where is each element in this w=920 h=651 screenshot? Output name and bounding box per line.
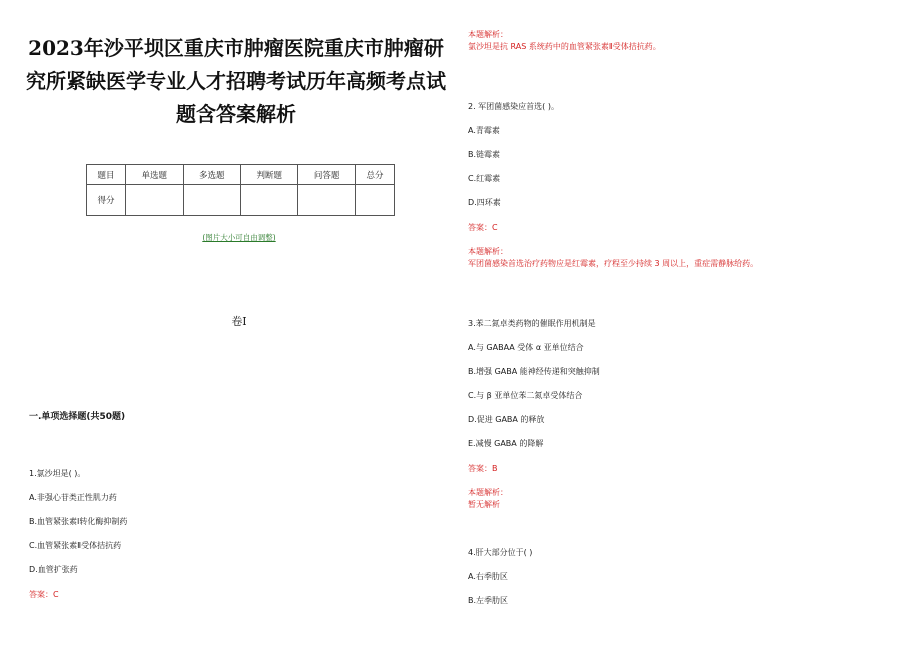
- question-2-answer: 答案：C: [468, 223, 498, 232]
- section-heading: 一.单项选择题(共50题): [29, 412, 126, 422]
- question-2-option: B.链霉素: [468, 150, 501, 159]
- question-1-stem: 1.氯沙坦是( )。: [29, 469, 86, 478]
- question-1-analysis: 氯沙坦是抗 RAS 系统药中的血管紧张素Ⅱ受体拮抗药。: [468, 42, 661, 51]
- score-header-cell: 多选题: [183, 165, 240, 185]
- question-4-option: B.左季肋区: [468, 596, 509, 605]
- document-title: 2023年沙平坝区重庆市肿瘤医院重庆市肿瘤研究所紧缺医学专业人才招聘考试历年高频考点试题含答案解析: [26, 36, 446, 126]
- question-1-option: A.非强心苷类正性肌力药: [29, 493, 117, 502]
- question-1-option: D.血管扩张药: [29, 565, 78, 574]
- question-3-stem: 3.苯二氮卓类药物的催眠作用机制是: [468, 319, 596, 328]
- score-cell: [126, 185, 183, 216]
- right-column: [460, 0, 920, 651]
- score-cell: [183, 185, 240, 216]
- question-3-option: E.减慢 GABA 的降解: [468, 439, 544, 448]
- question-3-option: C.与 β 亚单位苯二氮卓受体结合: [468, 391, 583, 400]
- score-header-cell: 总分: [355, 165, 394, 185]
- question-2-option: D.四环素: [468, 198, 501, 207]
- volume-heading: 卷Ⅰ: [231, 315, 247, 328]
- question-3-option: B.增强 GABA 能神经传递和突触抑制: [468, 367, 600, 376]
- score-cell: [240, 185, 297, 216]
- score-table-header-row: [87, 165, 395, 185]
- question-1-option: B.血管紧张素Ⅰ转化酶抑制药: [29, 517, 128, 526]
- question-4-option: A.右季肋区: [468, 572, 508, 581]
- question-3-option: D.促进 GABA 的释放: [468, 415, 545, 424]
- question-1-analysis-label: 本题解析：: [468, 30, 508, 39]
- question-2-stem: 2. 军团菌感染应首选( )。: [468, 102, 559, 111]
- image-size-caption[interactable]: (图片大小可自由调整): [202, 233, 276, 242]
- score-cell: [355, 185, 394, 216]
- question-1-option: C.血管紧张素Ⅱ受体拮抗药: [29, 541, 122, 550]
- score-table: [86, 164, 395, 216]
- score-header-cell: 问答题: [298, 165, 355, 185]
- question-2-analysis-label: 本题解析：: [468, 247, 508, 256]
- question-4-stem: 4.肝大部分位于( ): [468, 548, 533, 557]
- question-3-analysis-label: 本题解析：: [468, 488, 508, 497]
- score-header-cell: 单选题: [126, 165, 183, 185]
- score-row-label: 得分: [87, 185, 126, 216]
- score-cell: [298, 185, 355, 216]
- score-table-score-row: [87, 185, 395, 216]
- question-2-analysis: 军团菌感染首选治疗药物应是红霉素，疗程至少持续 3 周以上，重症需静脉给药。: [468, 259, 759, 268]
- question-1-answer: 答案：C: [29, 590, 59, 599]
- question-2-option: A.青霉素: [468, 126, 500, 135]
- question-2-option: C.红霉素: [468, 174, 501, 183]
- question-3-option: A.与 GABAA 受体 α 亚单位结合: [468, 343, 584, 352]
- score-header-cell: 题目: [87, 165, 126, 185]
- question-3-analysis: 暂无解析: [468, 500, 500, 509]
- score-header-cell: 判断题: [240, 165, 297, 185]
- question-3-answer: 答案：B: [468, 464, 498, 473]
